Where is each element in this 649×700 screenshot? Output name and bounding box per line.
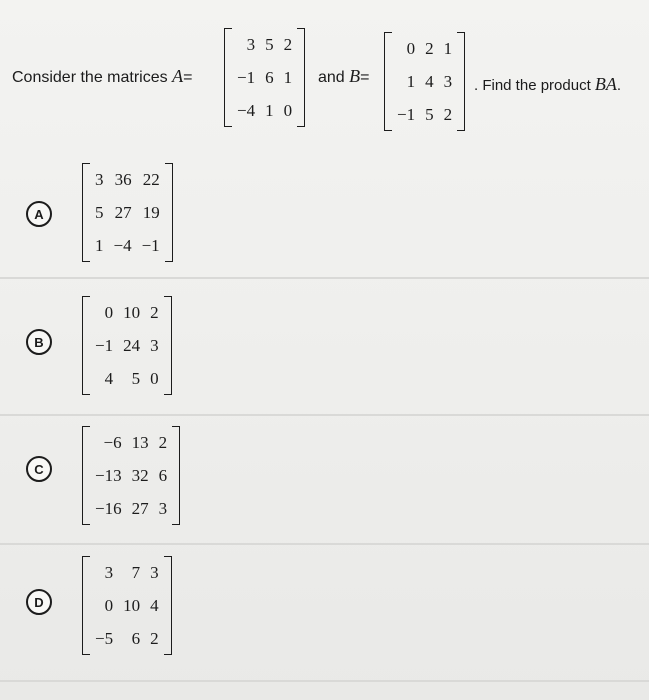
- and-label: and B=: [318, 66, 370, 86]
- option-a-radio[interactable]: A: [26, 201, 52, 227]
- question-prefix: Consider the matrices A=: [12, 66, 193, 86]
- matrix-b: 0 2 1 1 4 3 −1 5 2: [384, 32, 465, 131]
- question-statement: [12, 28, 649, 138]
- option-c-matrix: −6 13 2 −13 32 6 −16 27 3: [82, 426, 180, 525]
- question-suffix: . Find the product BA.: [474, 74, 622, 94]
- option-d[interactable]: [26, 556, 626, 676]
- option-d-matrix: 3 7 3 0 10 4 −5 6 2: [82, 556, 172, 655]
- option-c-radio[interactable]: C: [26, 456, 52, 482]
- divider: [0, 680, 649, 682]
- option-d-radio[interactable]: D: [26, 589, 52, 615]
- option-b-matrix: 0 10 2 −1 24 3 4 5 0: [82, 296, 172, 395]
- option-a-matrix: 3 36 22 5 27 19 1 −4 −1: [82, 163, 173, 262]
- option-c[interactable]: [26, 426, 626, 546]
- matrix-a: 3 5 2 −1 6 1 −4 1 0: [224, 28, 305, 127]
- option-b[interactable]: [26, 296, 626, 416]
- option-b-radio[interactable]: B: [26, 329, 52, 355]
- option-a[interactable]: [26, 163, 626, 283]
